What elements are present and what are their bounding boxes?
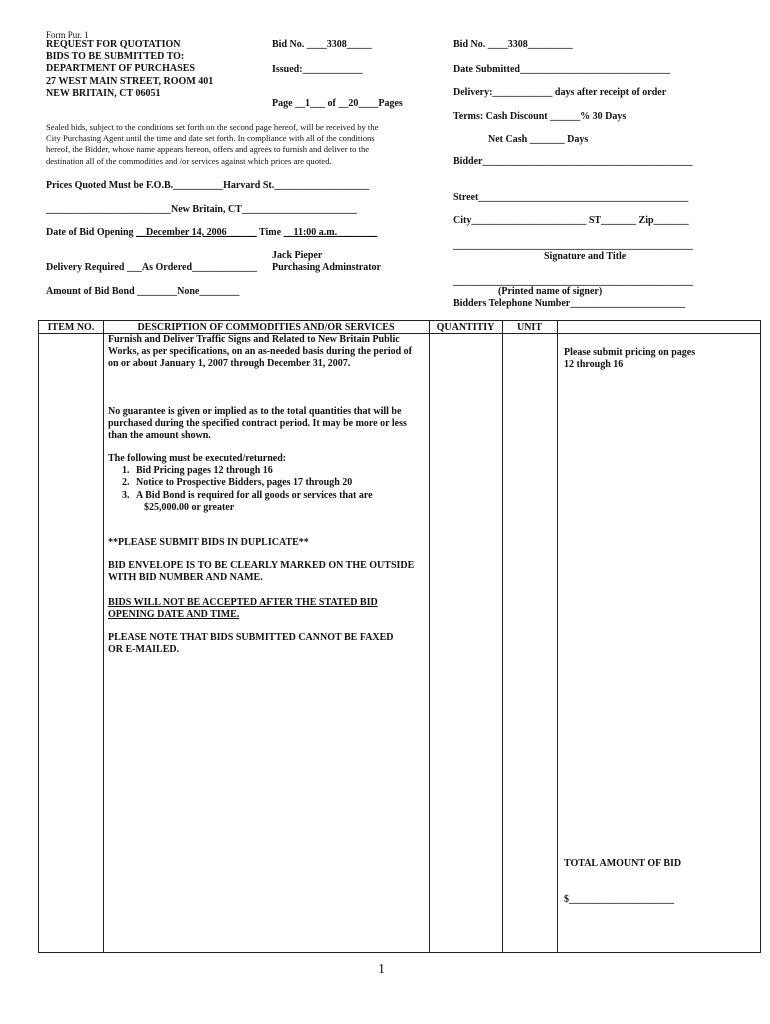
required-item-number: 3. xyxy=(122,489,130,501)
description-line: No guarantee is given or implied as to the total quantities that will be xyxy=(108,406,402,417)
fob-line-2: _________________________New Britain, CT_______________________ xyxy=(46,204,357,215)
date-submitted-field[interactable]: Date Submitted______________________________ xyxy=(453,64,670,75)
bid-number-field xyxy=(272,39,372,50)
issued-value: ____________ xyxy=(302,64,363,75)
city-state-zip-field[interactable]: City_______________________ ST_______ Zip_______ xyxy=(453,215,689,226)
pricing-note-line: Please submit pricing on pages xyxy=(564,347,696,358)
rfq-address-block xyxy=(46,39,213,100)
item-no-header: ITEM NO. xyxy=(47,322,95,333)
intro-line: Sealed bids, subject to the conditions set forth on the second page hereof, will be received by the xyxy=(46,122,379,132)
cash-discount-field[interactable]: Terms: Cash Discount ______% 30 Days xyxy=(453,111,627,122)
description-line: BIDS WILL NOT BE ACCEPTED AFTER THE STATED BID xyxy=(108,597,378,608)
required-documents xyxy=(108,453,373,514)
department-name: DEPARTMENT OF PURCHASES xyxy=(46,63,195,75)
quantity-header: QUANTITIY xyxy=(436,322,495,333)
bid-bond-amount: Amount of Bid Bond ________None________ xyxy=(46,286,240,297)
page-number: 1 xyxy=(378,962,385,977)
required-item xyxy=(108,477,373,489)
issued-label: Issued: xyxy=(272,64,303,75)
quantity-disclaimer xyxy=(108,406,407,443)
net-cash-field[interactable]: Net Cash _______ Days xyxy=(488,134,589,145)
required-item-text: A Bid Bond is required for all goods or services that are xyxy=(136,489,373,501)
description-line: Works, as per specifications, on an as-needed basis during the period of xyxy=(108,346,413,358)
required-item xyxy=(108,465,373,477)
description-header: DESCRIPTION OF COMMODITIES AND/OR SERVICES xyxy=(137,322,395,333)
column-divider xyxy=(429,321,430,952)
bid-opening-date: __December 14, 2006______ xyxy=(136,227,257,238)
city-state-zip: NEW BRITAIN, CT 06051 xyxy=(46,87,161,99)
unit-header: UNIT xyxy=(516,322,542,333)
description-intro xyxy=(108,334,412,371)
column-divider xyxy=(103,321,104,952)
bid-opening-label: Date of Bid Opening xyxy=(46,227,134,238)
bidder-bid-number-label: Bid No. xyxy=(453,39,486,50)
signature-line[interactable]: ________________________________________________ xyxy=(453,240,693,251)
bid-opening-field xyxy=(46,227,377,238)
bid-number-label: Bid No. xyxy=(272,39,305,50)
required-item-number: 1. xyxy=(122,465,130,477)
street-address: 27 WEST MAIN STREET, ROOM 401 xyxy=(46,75,214,87)
bid-number-value: ____3308_____ xyxy=(306,39,372,50)
late-bids-notice xyxy=(108,597,378,621)
column-divider xyxy=(502,321,503,952)
intro-line: City Purchasing Agent until the time and date set forth. In compliance with all of the conditions xyxy=(46,133,375,144)
rfq-title: REQUEST FOR QUOTATION xyxy=(46,39,181,50)
required-item-number: 2. xyxy=(122,477,130,489)
description-line: OPENING DATE AND TIME. xyxy=(108,609,240,621)
telephone-field[interactable]: Bidders Telephone Number_______________________ xyxy=(453,298,686,309)
page-count: Page __1___ of __20____Pages xyxy=(272,98,403,109)
printed-name-label: (Printed name of signer) xyxy=(498,286,603,297)
required-item-continuation: $25,000.00 or greater xyxy=(144,501,235,513)
bidder-bid-number-value: ____3308_________ xyxy=(487,39,573,50)
signature-title-label: Signature and Title xyxy=(544,251,627,262)
bidder-bid-number xyxy=(453,39,573,50)
required-documents-heading: The following must be executed/returned: xyxy=(108,453,287,464)
fob-line-1: Prices Quoted Must be F.O.B.__________Harvard St.___________________ xyxy=(46,180,370,191)
delivery-days-field[interactable]: Delivery:____________ days after receipt of order xyxy=(453,87,667,98)
description-line: OR E-MAILED. xyxy=(108,644,180,656)
description-line: BID ENVELOPE IS TO BE CLEARLY MARKED ON THE OUTSIDE xyxy=(108,560,415,571)
delivery-required: Delivery Required ___As Ordered_____________ xyxy=(46,262,258,273)
street-field[interactable]: Street__________________________________________ xyxy=(453,192,689,203)
pricing-note-line: 12 through 16 xyxy=(564,359,624,371)
total-amount-field[interactable]: $_____________________ xyxy=(564,894,674,905)
bid-opening-time: __11:00 a.m.________ xyxy=(283,227,378,238)
required-item-text: Bid Pricing pages 12 through 16 xyxy=(136,465,273,477)
submit-to-label: BIDS TO BE SUBMITTED TO: xyxy=(46,51,185,63)
description-line: than the amount shown. xyxy=(108,430,211,442)
bidder-field[interactable]: Bidder__________________________________________ xyxy=(453,156,693,167)
required-item-text: Notice to Prospective Bidders, pages 17 through 20 xyxy=(136,477,353,489)
signatory-name: Jack Pieper xyxy=(272,250,323,261)
issued-field xyxy=(272,64,363,75)
fax-email-notice xyxy=(108,632,394,656)
description-line: on or about January 1, 2007 through December 31, 2007. xyxy=(108,358,351,370)
column-divider xyxy=(557,321,558,952)
total-amount-label: TOTAL AMOUNT OF BID xyxy=(564,858,682,869)
time-label: Time xyxy=(258,227,282,238)
form-label: Form Pur. 1 xyxy=(46,30,89,40)
intro-paragraph xyxy=(46,122,378,167)
printed-name-line[interactable]: ________________________________________________ xyxy=(453,276,693,287)
intro-line: destination all of the commodities and /or services against which prices are quoted. xyxy=(46,155,332,166)
duplicate-notice: **PLEASE SUBMIT BIDS IN DUPLICATE** xyxy=(108,537,309,548)
description-line: WITH BID NUMBER AND NAME. xyxy=(108,572,263,584)
description-line: Furnish and Deliver Traffic Signs and Related to New Britain Public xyxy=(108,334,400,345)
required-item xyxy=(108,490,373,502)
pricing-note xyxy=(564,347,695,371)
intro-line: hereof, the Bidder, whose name appears hereon, offers and agrees to furnish and deliver to the xyxy=(46,144,370,155)
description-line: PLEASE NOTE THAT BIDS SUBMITTED CANNOT BE FAXED xyxy=(108,632,394,643)
signatory-title: Purchasing Adminstrator xyxy=(272,262,381,273)
description-line: purchased during the specified contract period. It may be more or less xyxy=(108,418,407,430)
envelope-notice xyxy=(108,560,414,584)
